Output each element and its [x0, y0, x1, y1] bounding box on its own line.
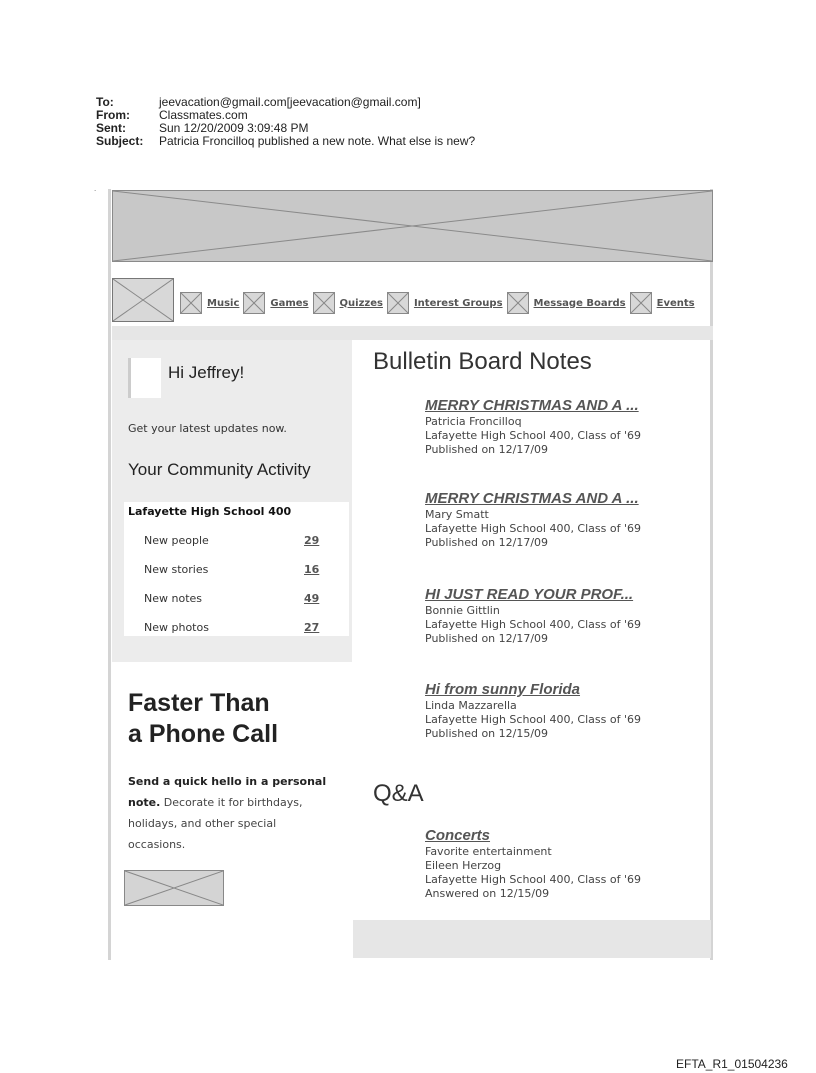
- subject-label: Subject:: [96, 134, 144, 148]
- stat-row-new-stories: [144, 563, 324, 576]
- nav-link-music[interactable]: Music: [207, 297, 240, 309]
- email-to-row: [96, 96, 475, 109]
- nav-item-interest-groups[interactable]: [387, 292, 503, 314]
- stat-label: New stories: [144, 563, 209, 576]
- qa-author: Eileen Herzog: [425, 859, 502, 872]
- nav-item-events[interactable]: [630, 292, 695, 314]
- note-school: Lafayette High School 400, Class of '69: [425, 429, 641, 442]
- to-value: jeevacation@gmail.com[jeevacation@gmail.com]: [159, 95, 421, 109]
- promo-button-image-placeholder[interactable]: [124, 870, 224, 906]
- bulletin-note: [425, 680, 705, 741]
- bulletin-note: [425, 396, 705, 457]
- to-label: To:: [96, 95, 114, 109]
- nav-link-events[interactable]: Events: [656, 297, 695, 309]
- quizzes-icon: [313, 292, 335, 314]
- note-school: Lafayette High School 400, Class of '69: [425, 618, 641, 631]
- note-author: Bonnie Gittlin: [425, 604, 500, 617]
- broken-image-icon: [113, 191, 712, 261]
- bulletin-note: [425, 489, 705, 550]
- stat-row-new-notes: [144, 592, 324, 605]
- nav-link-interest-groups[interactable]: Interest Groups: [413, 297, 503, 309]
- qa-title: Q&A: [373, 780, 424, 807]
- qa-category: Favorite entertainment: [425, 845, 552, 858]
- note-date: Published on 12/17/09: [425, 632, 549, 645]
- nav-item-music[interactable]: [180, 292, 239, 314]
- note-title-link[interactable]: MERRY CHRISTMAS AND A ...: [425, 490, 639, 507]
- promo-bold-text: Send a quick hello in a personal note.: [128, 775, 327, 809]
- bulletin-note: [425, 585, 705, 646]
- nav-link-quizzes[interactable]: Quizzes: [339, 297, 383, 309]
- stat-label: New people: [144, 534, 209, 547]
- stat-row-new-photos: [144, 621, 324, 634]
- promo-body-text: Decorate it for birthdays, holidays, and other special occasions.: [128, 796, 303, 851]
- broken-image-icon: [113, 279, 173, 321]
- stray-mark: .: [94, 184, 97, 193]
- nav-item-quizzes[interactable]: [313, 292, 383, 314]
- from-value: Classmates.com: [159, 108, 248, 122]
- banner-image-placeholder: [112, 190, 713, 262]
- updates-text: Get your latest updates now.: [128, 422, 287, 435]
- qa-date: Answered on 12/15/09: [425, 887, 550, 900]
- nav-divider-strip: [112, 326, 713, 340]
- message-boards-icon: [507, 292, 529, 314]
- document-id: EFTA_R1_01504236: [676, 1057, 788, 1071]
- sent-value: Sun 12/20/2009 3:09:48 PM: [159, 121, 309, 135]
- nav-items: [180, 286, 699, 320]
- avatar-placeholder: [128, 358, 161, 398]
- broken-image-icon: [125, 871, 223, 905]
- note-school: Lafayette High School 400, Class of '69: [425, 713, 641, 726]
- nav-item-games[interactable]: [243, 292, 308, 314]
- logo-image-placeholder[interactable]: [112, 278, 174, 322]
- games-icon: [243, 292, 265, 314]
- stat-value-link[interactable]: 16: [304, 563, 320, 576]
- note-school: Lafayette High School 400, Class of '69: [425, 522, 641, 535]
- note-title-link[interactable]: MERRY CHRISTMAS AND A ...: [425, 397, 639, 414]
- greeting: Hi Jeffrey!: [168, 363, 245, 382]
- qa-school: Lafayette High School 400, Class of '69: [425, 873, 641, 886]
- note-title-link[interactable]: HI JUST READ YOUR PROF...: [425, 586, 634, 603]
- promo-title-line-1: Faster Than: [128, 689, 270, 717]
- note-date: Published on 12/17/09: [425, 443, 549, 456]
- qa-item: [425, 826, 705, 901]
- qa-title-link[interactable]: Concerts: [425, 827, 491, 844]
- events-icon: [630, 292, 652, 314]
- school-name: Lafayette High School 400: [128, 505, 292, 518]
- stat-value-link[interactable]: 49: [304, 592, 320, 605]
- music-icon: [180, 292, 202, 314]
- stat-label: New photos: [144, 621, 209, 634]
- interest-groups-icon: [387, 292, 409, 314]
- stat-value-link[interactable]: 27: [304, 621, 320, 634]
- note-date: Published on 12/17/09: [425, 536, 549, 549]
- bulletin-title: Bulletin Board Notes: [373, 348, 592, 375]
- community-title: Your Community Activity: [128, 460, 311, 479]
- sent-label: Sent:: [96, 121, 126, 135]
- nav-bar: [112, 278, 713, 326]
- stat-value-link[interactable]: 29: [304, 534, 320, 547]
- subject-value: Patricia Froncilloq published a new note. What else is new?: [159, 134, 476, 148]
- nav-link-message-boards[interactable]: Message Boards: [533, 297, 626, 309]
- note-title-link[interactable]: Hi from sunny Florida: [425, 681, 581, 698]
- note-date: Published on 12/15/09: [425, 727, 549, 740]
- email-subject-row: [96, 135, 475, 148]
- note-author: Patricia Froncilloq: [425, 415, 522, 428]
- stat-row-new-people: [144, 534, 324, 547]
- nav-item-message-boards[interactable]: [507, 292, 626, 314]
- note-author: Mary Smatt: [425, 508, 489, 521]
- from-label: From:: [96, 108, 130, 122]
- promo-text: [128, 771, 328, 855]
- email-header: [96, 96, 475, 148]
- promo-title: [128, 688, 278, 750]
- promo-title-line-2: a Phone Call: [128, 720, 279, 748]
- nav-link-games[interactable]: Games: [270, 297, 309, 309]
- note-author: Linda Mazzarella: [425, 699, 517, 712]
- stat-label: New notes: [144, 592, 203, 605]
- bottom-strip: [353, 920, 711, 958]
